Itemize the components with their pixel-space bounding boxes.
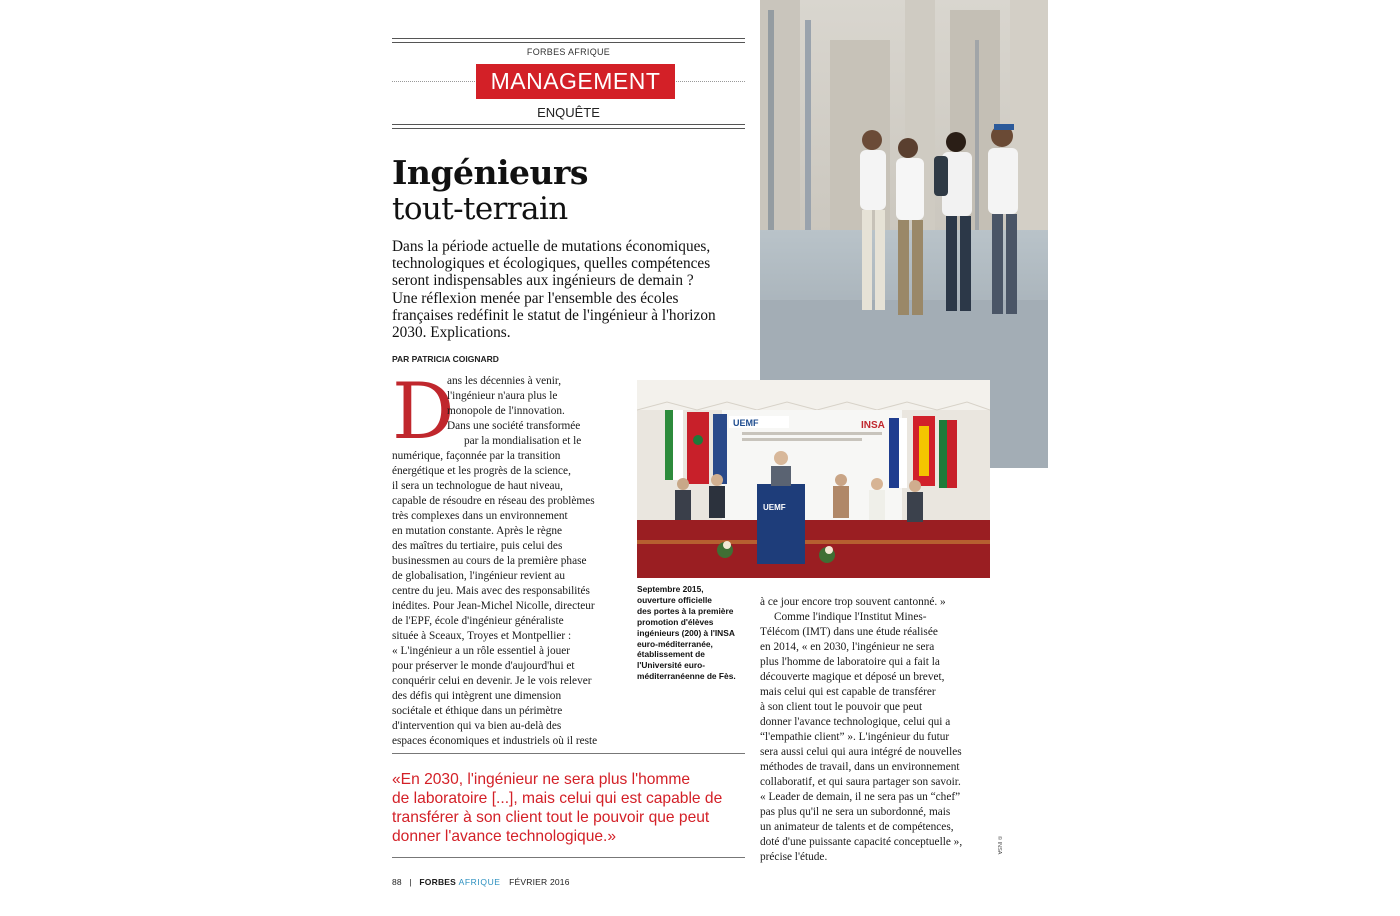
folio-brand-afrique: AFRIQUE xyxy=(458,877,501,887)
pullquote-rule-bottom xyxy=(392,857,745,858)
body-line: de globalisation, l'ingénieur revient au xyxy=(392,570,566,582)
standfirst-line: Dans la période actuelle de mutations économiques, xyxy=(392,238,711,255)
body-line: par la mondialisation et le xyxy=(464,435,582,447)
body-line: très complexes dans un environnement xyxy=(392,510,568,522)
body-line: mais celui qui est capable de transférer xyxy=(760,686,936,698)
drop-cap: D xyxy=(392,367,455,457)
body-line: Télécom (IMT) dans une étude réalisée xyxy=(760,626,938,638)
page-number: 88 xyxy=(392,877,402,887)
body-line: businessmen au cours de la première phase xyxy=(392,555,587,567)
standfirst-line: seront indispensables aux ingénieurs de demain ? xyxy=(392,272,694,290)
caption-line: Septembre 2015, xyxy=(637,584,704,594)
podium-logo: UEMF xyxy=(763,503,786,512)
folio-separator: | xyxy=(409,877,412,887)
standfirst-line: 2030. Explications. xyxy=(392,324,511,342)
body-line: « L'ingénieur a un rôle essentiel à jouer xyxy=(392,645,571,657)
event-banner-right: INSA xyxy=(861,420,885,431)
body-line: sera aussi celui qui aura intégré de nouvelles xyxy=(760,746,962,758)
section-label: MANAGEMENT xyxy=(476,64,675,99)
photo-ceremony xyxy=(637,380,990,578)
body-line: pour préserver le monde d'aujourd'hui et xyxy=(392,660,575,672)
byline: PAR PATRICIA COIGNARD xyxy=(392,354,499,364)
body-line: ans les décennies à venir, xyxy=(447,375,562,387)
caption-line: promotion d'élèves xyxy=(637,616,714,627)
body-line: Dans une société transformée xyxy=(447,420,581,432)
ceremony-photo-illustration xyxy=(637,380,990,578)
pullquote-line: de laboratoire [...], mais celui qui est capable de xyxy=(392,790,723,807)
body-line: un animateur de talents et de compétences, xyxy=(760,821,954,833)
body-line: “l'empathie client” ». L'ingénieur du futur xyxy=(760,731,950,743)
header-rule-bottom-2 xyxy=(392,128,745,129)
page-folio xyxy=(392,877,570,887)
body-line: en 2014, « en 2030, l'ingénieur ne sera xyxy=(760,641,935,653)
body-line: découverte magique et déposé un brevet, xyxy=(760,671,945,683)
pullquote-line: transférer à son client tout le pouvoir que peut xyxy=(392,809,710,826)
header-rule-top-2 xyxy=(392,42,745,43)
pullquote-line: «En 2030, l'ingénieur ne sera plus l'homme xyxy=(392,771,691,788)
body-line: conquérir celui en devenir. Je le vois relever xyxy=(392,675,592,687)
body-line: à ce jour encore trop souvent cantonné. » xyxy=(760,596,946,608)
pullquote-line: donner l'avance technologique.» xyxy=(392,828,617,845)
caption-line: l'Université euro- xyxy=(637,660,706,671)
article-standfirst xyxy=(392,238,748,341)
photo-credit: © INSA xyxy=(996,836,1002,855)
caption-line: méditerranéenne de Fès. xyxy=(637,671,736,682)
pull-quote xyxy=(392,770,752,846)
body-line: précise l'étude. xyxy=(760,851,828,863)
standfirst-line: Une réflexion menée par l'ensemble des écoles xyxy=(392,289,679,307)
body-line: donner l'avance technologique, celui qui a xyxy=(760,716,951,728)
body-line: méthodes de travail, dans un environnement xyxy=(760,761,960,773)
body-line: l'ingénieur n'aura plus le xyxy=(447,390,558,402)
article-title: Ingénieurs xyxy=(392,153,588,192)
body-line: située à Sceaux, Troyes et Montpellier : xyxy=(392,630,572,642)
body-line: de l'EPF, école d'ingénieur généraliste xyxy=(392,615,564,627)
body-line: des maîtres du tertiaire, puis celui des xyxy=(392,540,563,552)
subsection-label: ENQUÊTE xyxy=(537,105,600,120)
magazine-kicker: FORBES AFRIQUE xyxy=(526,47,611,57)
body-line: collaboratif, et qui saura partager son savoir. xyxy=(760,776,961,788)
pullquote-rule-top xyxy=(392,753,745,754)
caption-line: ouverture officielle xyxy=(637,594,712,605)
body-line: capable de résoudre en réseau des problèmes xyxy=(392,495,595,507)
event-banner-left: UEMF xyxy=(733,418,759,428)
photo-caption xyxy=(637,584,755,682)
body-line: numérique, façonnée par la transition xyxy=(392,450,561,462)
standfirst-line: françaises redéfinit le statut de l'ingénieur à l'horizon xyxy=(392,306,716,324)
header-rule-top xyxy=(392,38,745,39)
body-column-left xyxy=(392,367,632,749)
caption-line: euro-méditerranée, xyxy=(637,638,713,649)
body-line: à son client tout le pouvoir que peut xyxy=(760,701,923,713)
folio-brand-forbes: FORBES xyxy=(419,877,457,887)
body-line: « Leader de demain, il ne sera pas un “chef” xyxy=(760,791,961,803)
body-line: en mutation constante. Après le règne xyxy=(392,525,563,537)
body-line: espaces économiques et industriels où il reste xyxy=(392,735,598,747)
body-line: monopole de l'innovation. xyxy=(447,405,565,417)
body-line: des défis qui intègrent une dimension xyxy=(392,690,562,702)
body-line: d'intervention qui va bien au-delà des xyxy=(392,720,562,732)
caption-line: ingénieurs (200) à l'INSA xyxy=(637,627,735,638)
body-line: doté d'une puissante capacité conceptuelle », xyxy=(760,836,963,848)
body-line: énergétique et les progrès de la science, xyxy=(392,465,571,477)
header-rule-bottom xyxy=(392,124,745,125)
body-line: il sera un technologue de haut niveau, xyxy=(392,480,563,492)
body-line: plus l'homme de laboratoire qui a fait la xyxy=(760,656,940,668)
body-line: centre du jeu. Mais avec des responsabilités xyxy=(392,585,590,597)
body-line: pas plus qu'il ne sera un subordonné, mais xyxy=(760,806,951,818)
caption-line: établissement de xyxy=(637,649,705,660)
body-line: inédites. Pour Jean-Michel Nicolle, directeur xyxy=(392,600,595,612)
standfirst-line: technologiques et écologiques, quelles compétences xyxy=(392,255,711,273)
folio-date: FÉVRIER 2016 xyxy=(509,877,570,887)
article-subtitle: tout-terrain xyxy=(392,191,568,227)
body-column-right xyxy=(760,595,992,865)
caption-line: des portes à la première xyxy=(637,605,734,616)
body-line: Comme l'indique l'Institut Mines- xyxy=(774,611,927,623)
body-line: sociétale et éthique dans un périmètre xyxy=(392,705,563,717)
